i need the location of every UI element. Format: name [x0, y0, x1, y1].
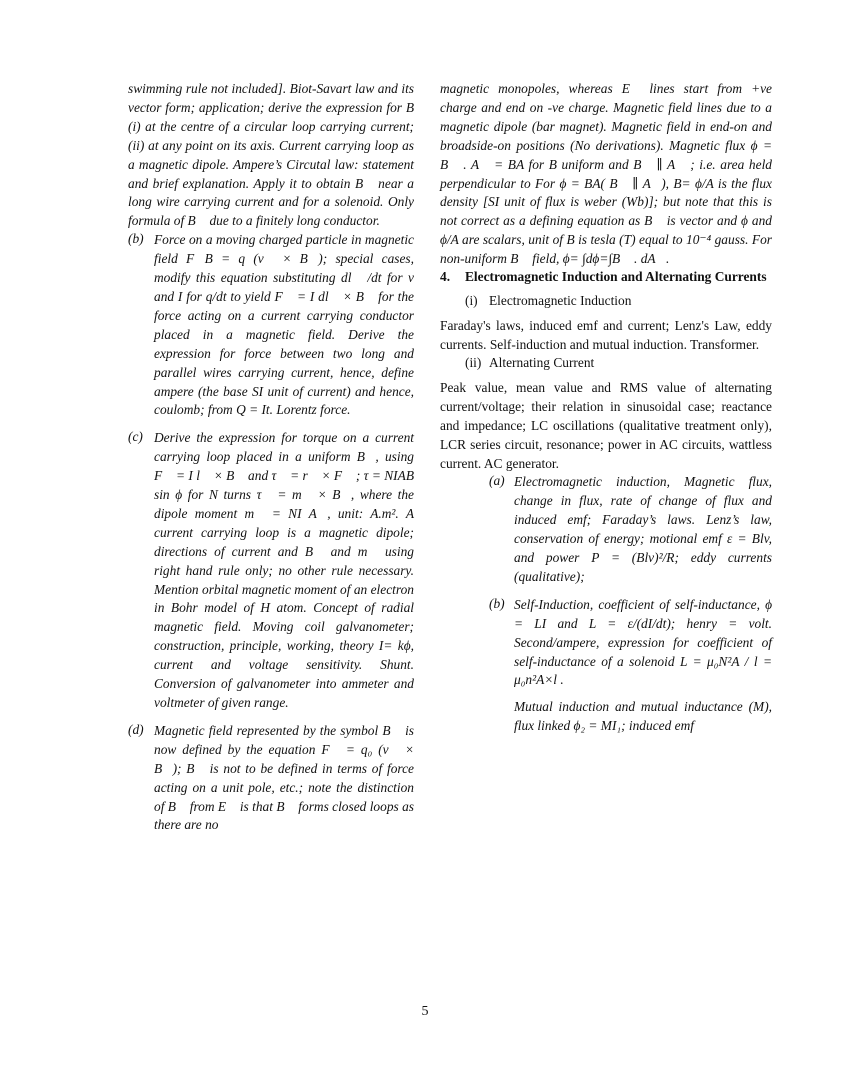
subsection-text: Faraday's laws, induced emf and current; Lenz's Law, eddy currents. Self-induction and mutual induction. Transformer. — [440, 318, 772, 352]
list-item — [128, 231, 414, 420]
right-continuation-text: magnetic monopoles, whereas E⃗ lines start from +ve charge and end on -ve charge. Magnetic field lines due to a magnetic dipole (bar magnet). Magnetic field in end-on and broadside-on positions (No derivations). Magnetic flux ϕ = B⃗ . A⃗ = BA for B uniform and B⃗ ∥ A⃗ ; i.e. area held perpendicular to For ϕ = BA( B⃗ ∥ A⃗), B= ϕ/A is the flux density [SI unit of flux is weber (Wb)]; but note that this is not correct as a defining equation as B⃗ is vector and ϕ and ϕ/A are scalars, unit of B is tesla (T) equal to 10⁻⁴ gauss. For non-uniform B⃗ field, ϕ= ∫dϕ=∫B⃗ . dA⃗. — [440, 81, 772, 267]
subsection-heading — [465, 293, 772, 309]
right-column — [440, 80, 772, 745]
subsection-number: (i) — [465, 293, 478, 309]
item-label: (b) — [128, 231, 144, 247]
list-item — [128, 722, 414, 835]
page-number: 5 — [421, 1004, 429, 1019]
section-heading — [440, 269, 772, 285]
subsection-title: Alternating Current — [489, 354, 595, 370]
subsection-heading — [465, 355, 772, 371]
list-item — [489, 473, 772, 586]
item-extra-text: Mutual induction and mutual inductance (M), flux linked ϕ₂ = MI₁; induced emf — [514, 699, 772, 734]
subsection-text: Peak value, mean value and RMS value of alternating current/voltage; their relation in sinusoidal case; reactance and impedance; LC oscillations (qualitative treatment only), LCR series circuit, resonance; power in AC circuits, wattless current. AC generator. — [440, 379, 772, 471]
item-text: Self-Induction, coefficient of self-inductance, ϕ = LI and L = ε/(dI/dt); henry = volt. Second/ampere, expression for coefficient of self-inductance of a solenoid L = μ₀N²A / l = μ₀n²A×l . — [514, 596, 772, 688]
item-label: (c) — [128, 429, 143, 445]
list-item — [128, 429, 414, 713]
item-label: (d) — [128, 721, 144, 737]
section-number: 4. — [440, 269, 451, 285]
section-title: Electromagnetic Induction and Alternating Currents — [465, 269, 767, 285]
left-column — [128, 80, 414, 844]
item-label: (a) — [489, 473, 505, 489]
left-continuation-text: swimming rule not included]. Biot-Savart law and its vector form; application; derive the expression for B (i) at the centre of a circular loop carrying current; (ii) at any point on its axis. Current carrying loop as a magnetic dipole. Ampere’s Circutal law: statement and brief explanation. Apply it to obtain B⃗ near a long wire carrying current and for a solenoid. Only formula of B⃗ due to a finitely long conductor. — [128, 81, 414, 229]
item-text: Derive the expression for torque on a current carrying loop placed in a uniform B⃗, using F⃗ = I l⃗ × B⃗ and τ⃗ = r⃗ × F⃗ ; τ = NIAB sin ϕ for N turns τ⃗ = m⃗ × B⃗, where the dipole moment m⃗ = NI A⃗, unit: A.m². A current carrying loop is a magnetic dipole; directions of current and B⃗ and m⃗ using right hand rule only; no other rule necessary. Mention orbital magnetic moment of an electron in Bohr model of H atom. Concept of radial magnetic field. Moving coil galvanometer; construction, principle, working, theory I= kϕ, current and voltage sensitivity. Shunt. Conversion of galvanometer into ammeter and voltmeter of given range. — [154, 430, 414, 710]
item-text: Force on a moving charged particle in magnetic field F⃗B = q (v⃗ × B⃗); special cases, modify this equation substituting dl⃗ /dt for v and I for q/dt to yield F⃗ = I dl⃗ × B⃗ for the force acting on a current carrying conductor placed in a magnetic field. Derive the expression for force between two long and parallel wires carrying current, hence, define ampere (the base SI unit of current) and hence, coulomb; from Q = It. Lorentz force. — [154, 232, 414, 418]
item-text: Electromagnetic induction, Magnetic flux, change in flux, rate of change of flux and induced emf; Faraday’s laws. Lenz’s law, conservation of energy; motional emf ε = Blv, and power P = (Blv)²/R; eddy currents (qualitative); — [514, 474, 772, 584]
item-label: (b) — [489, 595, 505, 611]
subsection-number: (ii) — [465, 354, 482, 370]
list-item — [489, 596, 772, 736]
item-text: Magnetic field represented by the symbol B⃗ is now defined by the equation F⃗ = q₀ (v⃗ × B⃗); B⃗ is not to be defined in terms of force acting on a unit pole, etc.; note the distinction of B⃗ from E⃗ is that B⃗ forms closed loops as there are no — [154, 722, 414, 833]
item-body — [514, 596, 772, 736]
subsection-title: Electromagnetic Induction — [489, 293, 632, 309]
